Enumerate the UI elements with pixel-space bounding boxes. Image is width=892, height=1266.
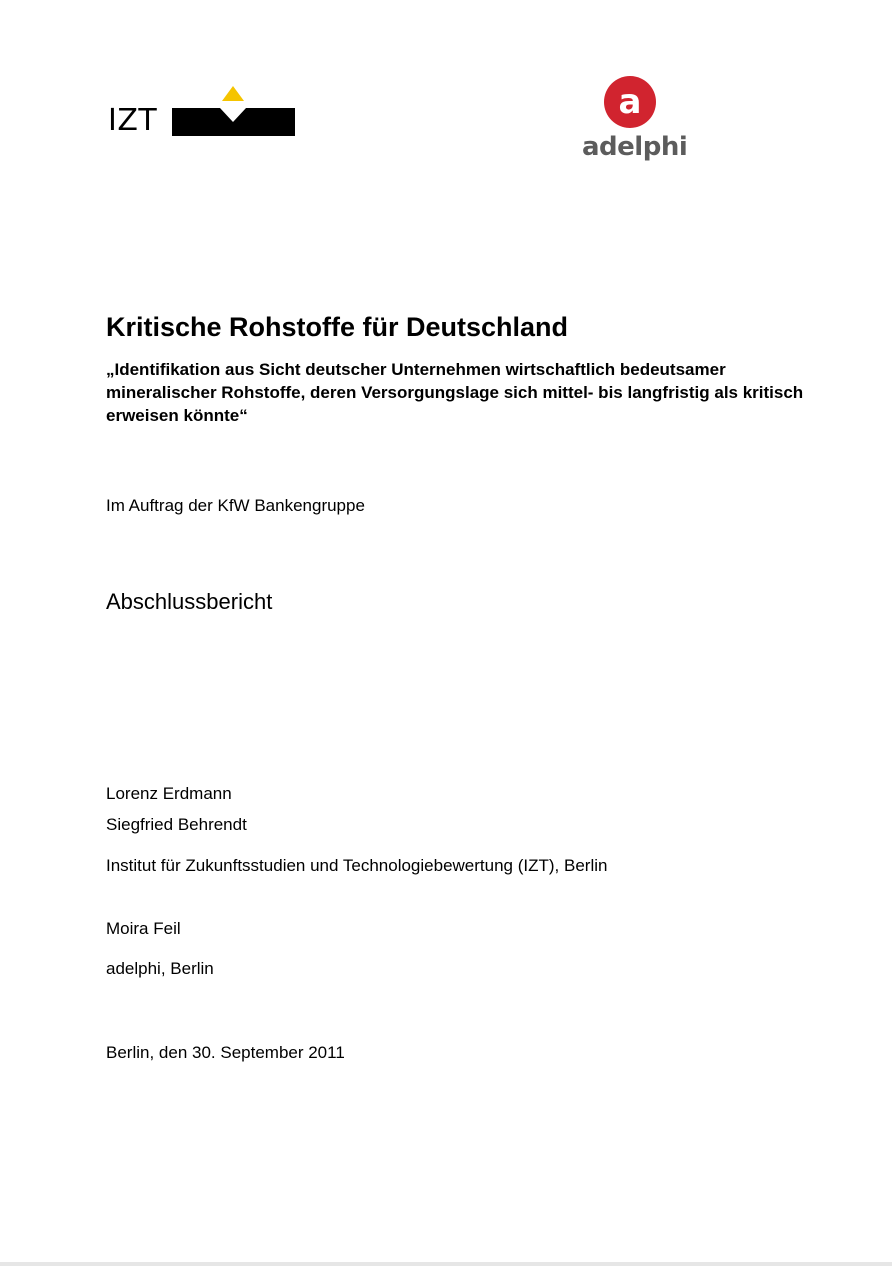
document-subtitle: „Identifikation aus Sicht deutscher Unternehmen wirtschaftlich bedeutsamer mineralischer Rohstoffe, deren Versorgungslage sich mittel- bis langfristig als kritisch erweisen könnte“ <box>106 360 804 425</box>
adelphi-wordmark: adelphi <box>582 132 688 162</box>
izt-logo-text: IZT <box>108 103 158 138</box>
institute-izt: Institut für Zukunftsstudien und Technologiebewertung (IZT), Berlin <box>106 856 608 875</box>
izt-black-bar <box>172 108 295 136</box>
author-name: Lorenz Erdmann <box>106 784 232 803</box>
date-line: Berlin, den 30. September 2011 <box>106 1043 345 1062</box>
adelphi-circle-icon <box>604 76 656 128</box>
document-title: Kritische Rohstoffe für Deutschland <box>106 312 569 342</box>
izt-yellow-triangle <box>222 86 244 101</box>
author-name: Siegfried Behrendt <box>106 815 247 834</box>
author-name: Moira Feil <box>106 919 181 938</box>
page-bottom-edge <box>0 1262 892 1266</box>
izt-logo <box>108 84 298 140</box>
commission-line: Im Auftrag der KfW Bankengruppe <box>106 496 365 515</box>
report-type: Abschlussbericht <box>106 589 273 614</box>
svg-text:a: a <box>618 82 642 122</box>
izt-logo-mark <box>172 84 296 140</box>
institute-adelphi: adelphi, Berlin <box>106 959 214 978</box>
adelphi-logo <box>580 76 688 168</box>
